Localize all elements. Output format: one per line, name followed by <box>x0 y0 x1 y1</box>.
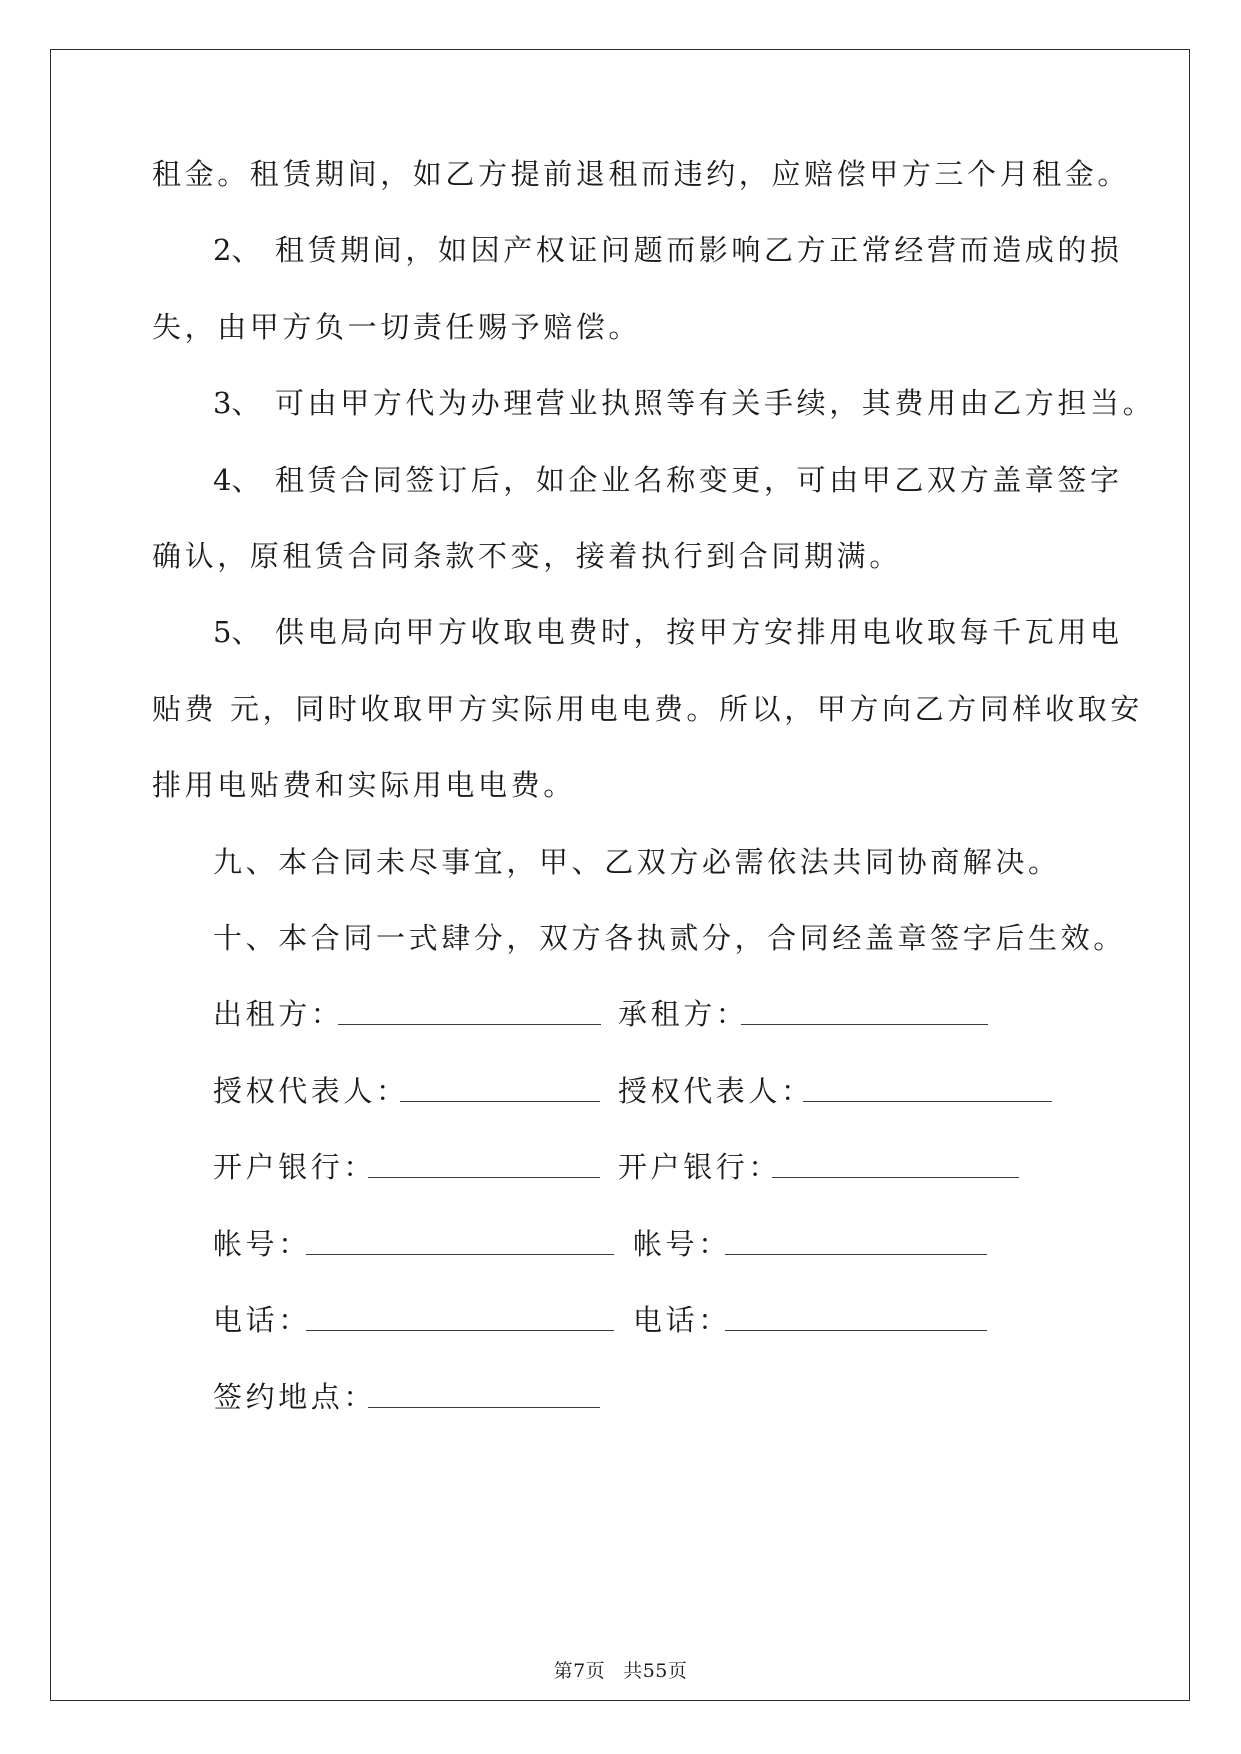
account-left-blank[interactable] <box>306 1254 614 1255</box>
clause-number: 5、 <box>213 615 261 649</box>
clause-10 <box>213 918 1126 958</box>
rep-right-blank[interactable] <box>803 1101 1052 1102</box>
paragraph-text: 九、本合同未尽事宜，甲、乙双方必需依法共同协商解决。 <box>213 845 1061 879</box>
clause-5 <box>213 612 1123 652</box>
page-number: 第7页 <box>553 1660 606 1682</box>
account-right-label: 帐号： <box>633 1227 731 1261</box>
paragraph-line <box>152 689 1143 729</box>
paragraph-text: 可由甲方代为办理营业执照等有关手续，其费用由乙方担当。 <box>275 386 1156 420</box>
total-pages: 共55页 <box>623 1660 688 1682</box>
bank-left-label: 开户银行： <box>213 1150 377 1184</box>
phone-left-blank[interactable] <box>306 1330 614 1331</box>
bank-left-blank[interactable] <box>368 1177 600 1178</box>
account-left-label: 帐号： <box>213 1227 311 1261</box>
rep-right-label: 授权代表人： <box>618 1074 814 1108</box>
phone-right-label: 电话： <box>633 1303 731 1337</box>
bank-right-blank[interactable] <box>772 1177 1019 1178</box>
bank-right-label: 开户银行： <box>618 1150 782 1184</box>
paragraph-line <box>152 765 576 805</box>
clause-number: 4、 <box>213 463 261 497</box>
paragraph-line <box>152 536 902 576</box>
phone-left-label: 电话： <box>213 1303 311 1337</box>
page-footer <box>0 1659 1241 1683</box>
paragraph-line <box>152 154 1130 194</box>
paragraph-text: 租金。租赁期间，如乙方提前退租而违约，应赔偿甲方三个月租金。 <box>152 157 1131 191</box>
rep-left-blank[interactable] <box>400 1101 600 1102</box>
paragraph-text: 租赁期间，如因产权证问题而影响乙方正常经营而造成的损 <box>275 233 1123 267</box>
paragraph-text: 失，由甲方负一切责任赐予赔偿。 <box>152 310 642 344</box>
phone-right-blank[interactable] <box>725 1330 987 1331</box>
lessee-blank[interactable] <box>741 1024 988 1025</box>
clause-4 <box>213 460 1123 500</box>
paragraph-text: 排用电贴费和实际用电电费。 <box>152 768 576 802</box>
paragraph-line <box>152 307 641 347</box>
account-right-blank[interactable] <box>725 1254 987 1255</box>
clause-number: 2、 <box>213 233 261 267</box>
lessor-label: 出租方： <box>213 997 344 1031</box>
paragraph-text: 十、本合同一式肆分，双方各执贰分，合同经盖章签字后生效。 <box>213 921 1126 955</box>
paragraph-text: 供电局向甲方收取电费时，按甲方安排用电收取每千瓦用电 <box>275 615 1123 649</box>
clause-2 <box>213 230 1123 270</box>
lessor-blank[interactable] <box>338 1024 601 1025</box>
clause-9 <box>213 842 1061 882</box>
rep-left-label: 授权代表人： <box>213 1074 409 1108</box>
lessee-label: 承租方： <box>618 997 749 1031</box>
place-label: 签约地点： <box>213 1380 377 1414</box>
paragraph-text: 租赁合同签订后，如企业名称变更，可由甲乙双方盖章签字 <box>275 463 1123 497</box>
clause-3 <box>213 383 1155 423</box>
paragraph-text: 确认，原租赁合同条款不变，接着执行到合同期满。 <box>152 539 902 573</box>
paragraph-text: 贴费 元，同时收取甲方实际用电电费。所以，甲方向乙方同样收取安 <box>152 692 1143 726</box>
place-blank[interactable] <box>368 1407 600 1408</box>
clause-number: 3、 <box>213 386 261 420</box>
